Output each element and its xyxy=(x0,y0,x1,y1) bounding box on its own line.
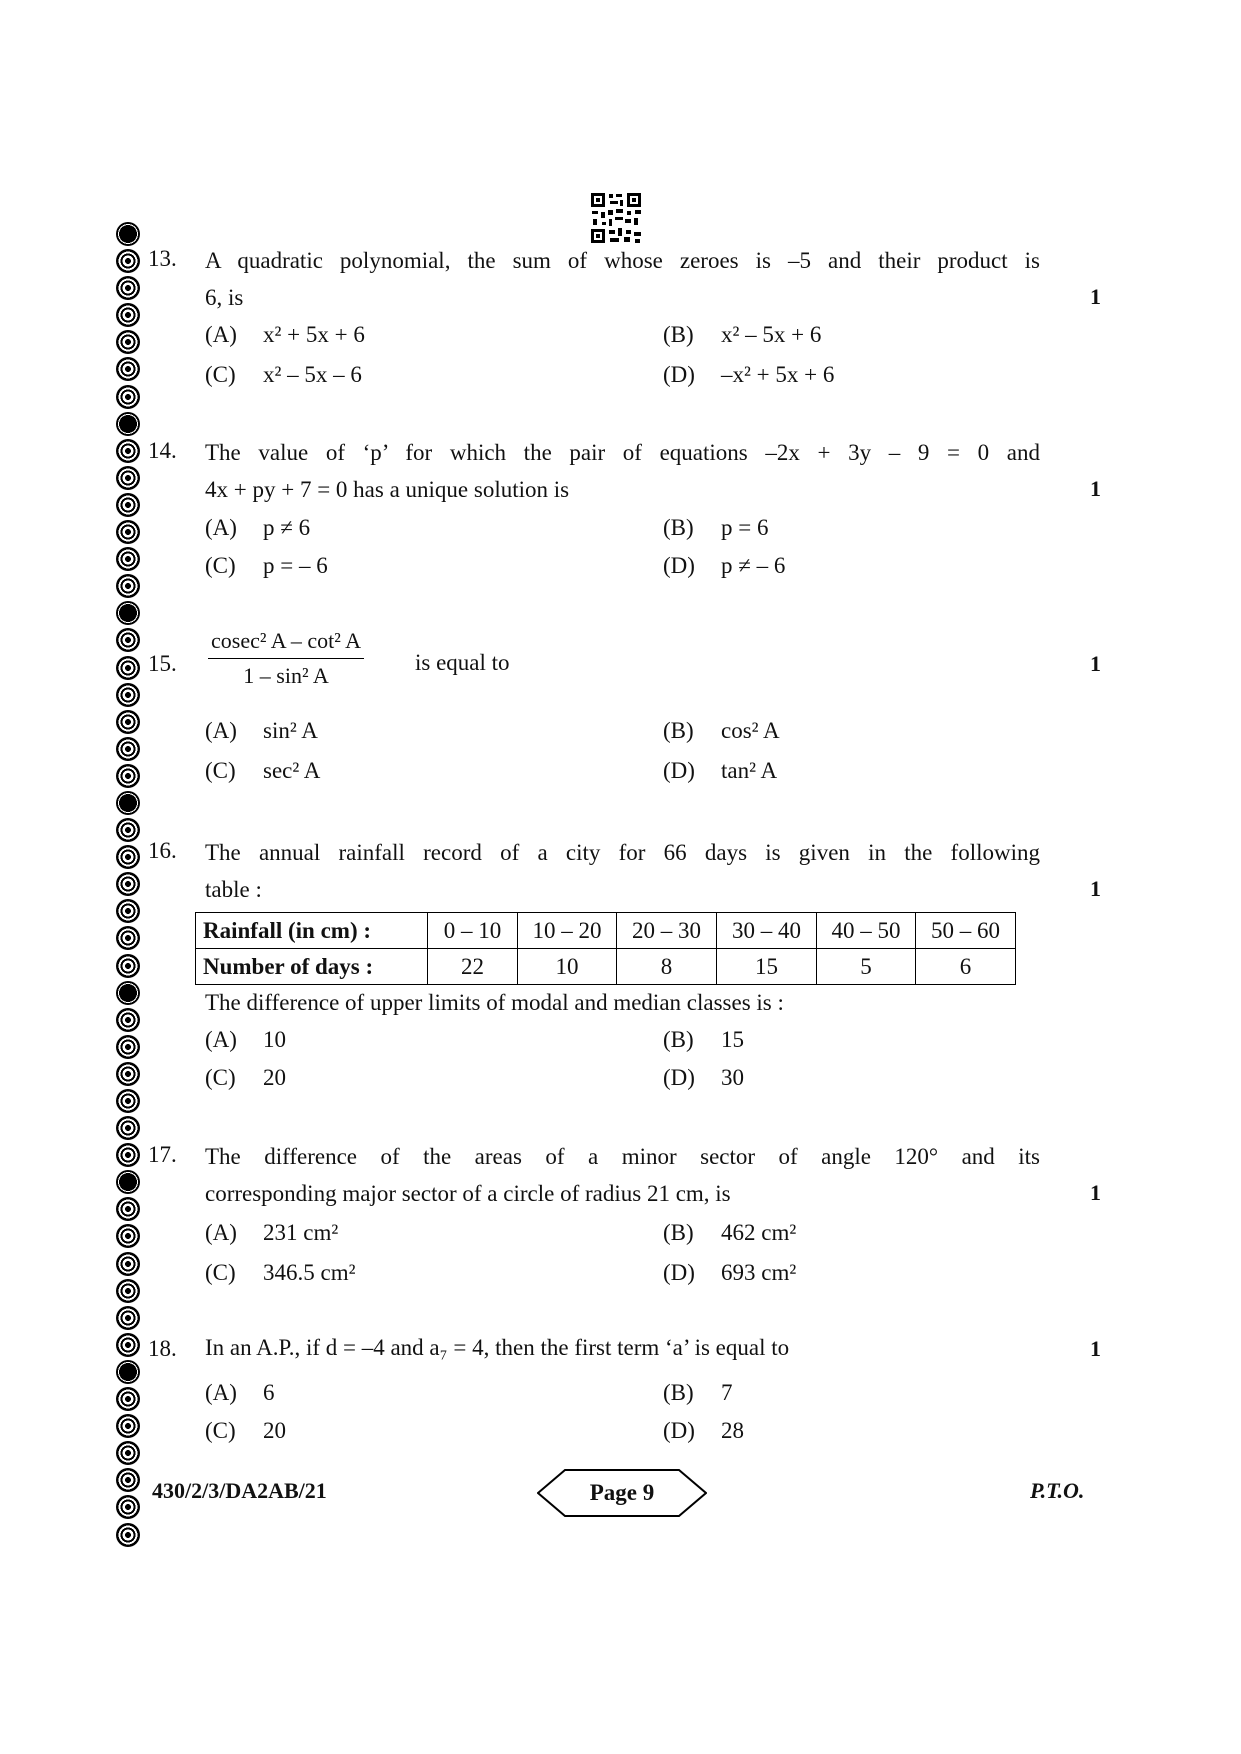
margin-circle-icon xyxy=(116,222,140,246)
question-17-option-a: (A) 231 cm² xyxy=(205,1220,339,1245)
question-14-text: The value of ‘p’ for which the pair of equations –2x + 3y – 9 = 0 and 4x + py + 7 = 0 has a unique solution is xyxy=(205,440,1040,502)
margin-circle-icon xyxy=(116,1089,140,1113)
table-cell: 6 xyxy=(916,949,1016,985)
margin-circle-icon xyxy=(116,1468,140,1492)
margin-circle-icon xyxy=(116,872,140,896)
margin-circle-icon xyxy=(116,981,140,1005)
margin-circle-icon xyxy=(116,357,140,381)
question-15-text: is equal to xyxy=(415,650,510,675)
margin-circle-icon xyxy=(116,628,140,652)
margin-circle-icon xyxy=(116,818,140,842)
question-16-option-c: (C) 20 xyxy=(205,1065,286,1090)
table-cell: 10 xyxy=(518,949,617,985)
margin-circle-icon xyxy=(116,303,140,327)
question-16-option-a: (A) 10 xyxy=(205,1027,286,1052)
question-14-number: 14. xyxy=(148,438,177,463)
margin-circle-icon xyxy=(116,547,140,571)
margin-circle-icon xyxy=(116,899,140,923)
question-14-marks: 1 xyxy=(1090,476,1101,501)
margin-circle-icon xyxy=(116,1495,140,1519)
margin-circle-icon xyxy=(116,1143,140,1167)
fraction-denominator: 1 – sin² A xyxy=(243,663,329,688)
question-16-text: The annual rainfall record of a city for 66 days is given in the following table : xyxy=(205,840,1040,902)
margin-circle-icon xyxy=(116,1062,140,1086)
margin-circle-icon xyxy=(116,1414,140,1438)
pto-label: P.T.O. xyxy=(1030,1478,1085,1503)
question-13-text: A quadratic polynomial, the sum of whose zeroes is –5 and their product is 6, is xyxy=(205,248,1040,310)
margin-circle-icon xyxy=(116,737,140,761)
question-18-text: In an A.P., if d = –4 and a₇ = 4, then the first term ‘a’ is equal to xyxy=(205,1335,790,1360)
margin-circle-icon xyxy=(116,1360,140,1384)
question-14-option-c: (C) p = – 6 xyxy=(205,553,328,578)
question-18-option-d: (D) 28 xyxy=(663,1418,744,1443)
margin-circle-icon xyxy=(116,249,140,273)
table-cell: 40 – 50 xyxy=(817,913,916,949)
table-cell: 50 – 60 xyxy=(916,913,1016,949)
table-cell: 8 xyxy=(617,949,717,985)
margin-circle-icon xyxy=(116,1279,140,1303)
question-17-option-d: (D) 693 cm² xyxy=(663,1260,797,1285)
paper-code: 430/2/3/DA2AB/21 xyxy=(152,1478,327,1503)
margin-circle-icon xyxy=(116,330,140,354)
margin-circle-icon xyxy=(116,683,140,707)
margin-circle-icon xyxy=(116,1252,140,1276)
margin-circle-icon xyxy=(116,926,140,950)
question-17-option-b: (B) 462 cm² xyxy=(663,1220,797,1245)
question-13-option-c: (C) x² – 5x – 6 xyxy=(205,362,362,387)
question-18-number: 18. xyxy=(148,1336,177,1361)
question-16-marks: 1 xyxy=(1090,876,1101,901)
table-cell: 10 – 20 xyxy=(518,913,617,949)
question-18-option-c: (C) 20 xyxy=(205,1418,286,1443)
margin-circle-icon xyxy=(116,1035,140,1059)
table-header-rainfall: Rainfall (in cm) : xyxy=(196,913,428,949)
margin-circle-rail xyxy=(116,222,142,1550)
question-18-option-b: (B) 7 xyxy=(663,1380,733,1405)
question-17-text: The difference of the areas of a minor sector of angle 120° and its corresponding major sector of a circle of radius 21 cm, is xyxy=(205,1144,1040,1206)
margin-circle-icon xyxy=(116,601,140,625)
table-cell: 20 – 30 xyxy=(617,913,717,949)
margin-circle-icon xyxy=(116,276,140,300)
margin-circle-icon xyxy=(116,385,140,409)
question-15-option-b: (B) cos² A xyxy=(663,718,780,743)
question-17-marks: 1 xyxy=(1090,1180,1101,1205)
margin-circle-icon xyxy=(116,656,140,680)
margin-circle-icon xyxy=(116,1387,140,1411)
margin-circle-icon xyxy=(116,791,140,815)
margin-circle-icon xyxy=(116,845,140,869)
table-cell: 5 xyxy=(817,949,916,985)
table-cell: 30 – 40 xyxy=(717,913,817,949)
table-row xyxy=(196,949,1016,985)
question-15-fraction xyxy=(208,628,364,689)
table-cell: 0 – 10 xyxy=(428,913,518,949)
qr-code xyxy=(590,192,642,244)
page-number-badge xyxy=(537,1468,707,1518)
margin-circle-icon xyxy=(116,520,140,544)
margin-circle-icon xyxy=(116,493,140,517)
margin-circle-icon xyxy=(116,764,140,788)
question-17-option-c: (C) 346.5 cm² xyxy=(205,1260,356,1285)
question-15-marks: 1 xyxy=(1090,651,1101,676)
margin-circle-icon xyxy=(116,574,140,598)
question-13-marks: 1 xyxy=(1090,284,1101,309)
margin-circle-icon xyxy=(116,1306,140,1330)
table-cell: 22 xyxy=(428,949,518,985)
question-18-option-a: (A) 6 xyxy=(205,1380,275,1405)
rainfall-table xyxy=(195,912,1016,985)
question-15-option-c: (C) sec² A xyxy=(205,758,321,783)
margin-circle-icon xyxy=(116,710,140,734)
question-16-subtext: The difference of upper limits of modal and median classes is : xyxy=(205,990,784,1015)
margin-circle-icon xyxy=(116,1523,140,1547)
question-16-option-b: (B) 15 xyxy=(663,1027,744,1052)
question-15-option-d: (D) tan² A xyxy=(663,758,778,783)
table-row xyxy=(196,913,1016,949)
margin-circle-icon xyxy=(116,1116,140,1140)
margin-circle-icon xyxy=(116,1441,140,1465)
page-number: Page 9 xyxy=(589,1480,655,1505)
margin-circle-icon xyxy=(116,439,140,463)
question-13-number: 13. xyxy=(148,246,177,271)
question-13-option-b: (B) x² – 5x + 6 xyxy=(663,322,822,347)
margin-circle-icon xyxy=(116,1008,140,1032)
question-16-option-d: (D) 30 xyxy=(663,1065,744,1090)
table-cell: 15 xyxy=(717,949,817,985)
margin-circle-icon xyxy=(116,412,140,436)
margin-circle-icon xyxy=(116,1333,140,1357)
margin-circle-icon xyxy=(116,954,140,978)
question-14-option-a: (A) p ≠ 6 xyxy=(205,515,311,540)
margin-circle-icon xyxy=(116,1224,140,1248)
question-17-number: 17. xyxy=(148,1142,177,1167)
question-16-number: 16. xyxy=(148,838,177,863)
table-header-days: Number of days : xyxy=(196,949,428,985)
margin-circle-icon xyxy=(116,1197,140,1221)
margin-circle-icon xyxy=(116,1170,140,1194)
fraction-numerator: cosec² A – cot² A xyxy=(208,628,364,659)
question-13-option-a: (A) x² + 5x + 6 xyxy=(205,322,365,347)
question-15-option-a: (A) sin² A xyxy=(205,718,318,743)
question-18-marks: 1 xyxy=(1090,1336,1101,1361)
question-14-option-b: (B) p = 6 xyxy=(663,515,769,540)
question-13-option-d: (D) –x² + 5x + 6 xyxy=(663,362,835,387)
question-15-number: 15. xyxy=(148,651,177,676)
question-14-option-d: (D) p ≠ – 6 xyxy=(663,553,786,578)
margin-circle-icon xyxy=(116,466,140,490)
